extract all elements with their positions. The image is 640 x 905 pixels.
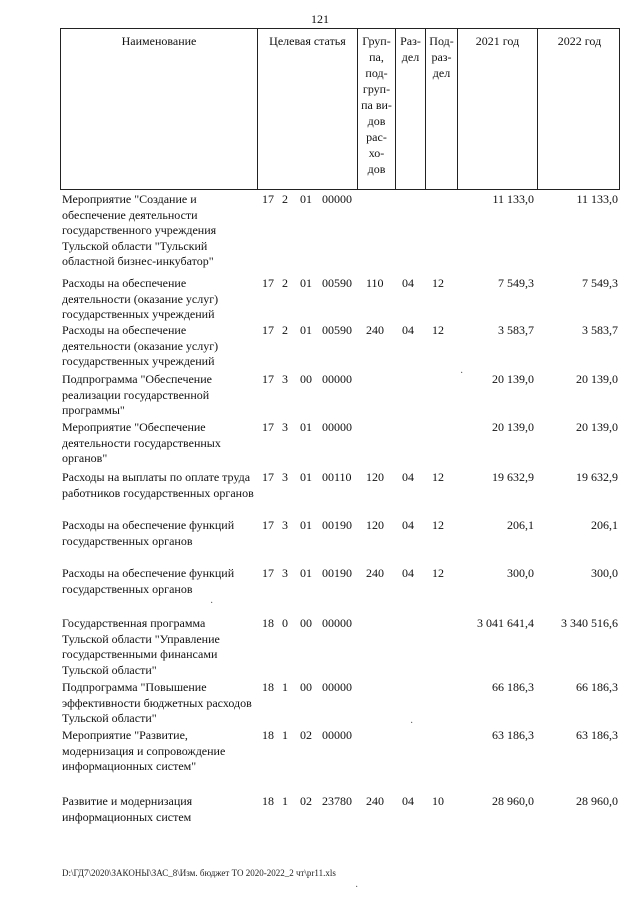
row-section: 04 — [402, 323, 414, 337]
row-t4: 00190 — [322, 518, 352, 532]
row-value-2022: 3 583,7 — [582, 323, 618, 337]
row-name: Развитие и модернизация информационных систем — [62, 794, 193, 824]
row-value-2022: 63 186,3 — [576, 728, 618, 742]
header-2022: 2022 год — [537, 29, 621, 189]
row-value-2021: 3 041 641,4 — [477, 616, 534, 630]
row-name: Мероприятие "Создание и обеспечение деятельности государственного учреждения Тульской области "Тульский областной бизнес-инкубатор" — [62, 192, 217, 268]
row-section: 04 — [402, 276, 414, 290]
file-path-footer: D:\ГД7\2020\ЗАКОНЫ\ЗАС_8\Изм. бюджет ТО 2020-2022_2 чт\pr11.xls — [62, 868, 336, 878]
row-t1: 17 — [262, 323, 274, 337]
row-t3: 00 — [300, 680, 312, 694]
row-value-2021: 3 583,7 — [498, 323, 534, 337]
row-value-2021: 7 549,3 — [498, 276, 534, 290]
row-t3: 01 — [300, 276, 312, 290]
row-value-2021: 300,0 — [507, 566, 534, 580]
row-t2: 3 — [282, 518, 288, 532]
row-t2: 2 — [282, 276, 288, 290]
row-name: Расходы на обеспечение функций государственных органов — [62, 518, 235, 548]
row-t3: 01 — [300, 420, 312, 434]
header-group-line: Груп- — [362, 34, 391, 48]
row-t4: 00190 — [322, 566, 352, 580]
row-t1: 17 — [262, 420, 274, 434]
row-t1: 18 — [262, 616, 274, 630]
row-t2: 1 — [282, 680, 288, 694]
row-t1: 17 — [262, 518, 274, 532]
row-value-2021: 206,1 — [507, 518, 534, 532]
header-target: Целевая статья — [257, 29, 357, 189]
row-section: 04 — [402, 794, 414, 808]
row-t4: 00000 — [322, 616, 352, 630]
row-value-2021: 66 186,3 — [492, 680, 534, 694]
row-value-2021: 19 632,9 — [492, 470, 534, 484]
row-value-2021: 63 186,3 — [492, 728, 534, 742]
row-t3: 02 — [300, 794, 312, 808]
row-t2: 1 — [282, 728, 288, 742]
row-value-2022: 19 632,9 — [576, 470, 618, 484]
row-t2: 3 — [282, 372, 288, 386]
header-subsection-line: раз- — [431, 50, 452, 64]
header-group-line: под- — [365, 66, 388, 80]
scan-speck: · — [410, 718, 414, 729]
header-section-line: дел — [401, 50, 420, 64]
row-t1: 17 — [262, 276, 274, 290]
row-name: Расходы на выплаты по оплате труда работников государственных органов — [62, 470, 254, 500]
row-t2: 3 — [282, 420, 288, 434]
row-group: 240 — [366, 794, 384, 808]
row-subsection: 12 — [432, 518, 444, 532]
row-t3: 01 — [300, 323, 312, 337]
row-name: Мероприятие "Развитие, модернизация и сопровождение информационных систем" — [62, 728, 226, 773]
row-value-2022: 28 960,0 — [576, 794, 618, 808]
row-section: 04 — [402, 518, 414, 532]
row-t4: 00000 — [322, 420, 352, 434]
header-subsection-line: Под- — [429, 34, 454, 48]
row-t3: 00 — [300, 372, 312, 386]
row-t4: 23780 — [322, 794, 352, 808]
row-subsection: 12 — [432, 566, 444, 580]
row-t4: 00000 — [322, 192, 352, 206]
header-group-line: хо- — [368, 146, 385, 160]
header-group — [357, 29, 395, 189]
row-value-2022: 206,1 — [591, 518, 618, 532]
header-section-line: Раз- — [400, 34, 421, 48]
scan-speck: · — [355, 882, 359, 893]
row-t2: 3 — [282, 470, 288, 484]
row-value-2022: 66 186,3 — [576, 680, 618, 694]
row-t3: 00 — [300, 616, 312, 630]
row-group: 120 — [366, 518, 384, 532]
row-t2: 3 — [282, 566, 288, 580]
header-name: Наименование — [121, 34, 197, 48]
row-t2: 2 — [282, 323, 288, 337]
row-value-2022: 20 139,0 — [576, 420, 618, 434]
header-group-line: рас- — [366, 130, 387, 144]
row-t1: 18 — [262, 680, 274, 694]
row-t1: 17 — [262, 372, 274, 386]
row-value-2022: 11 133,0 — [576, 192, 618, 206]
row-subsection: 12 — [432, 323, 444, 337]
row-name: Подпрограмма "Повышение эффективности бюджетных расходов Тульской области" — [62, 680, 252, 725]
row-subsection: 12 — [432, 470, 444, 484]
header-subsection — [425, 29, 457, 189]
row-value-2022: 3 340 516,6 — [561, 616, 618, 630]
row-value-2021: 20 139,0 — [492, 420, 534, 434]
row-t3: 01 — [300, 518, 312, 532]
row-t2: 2 — [282, 192, 288, 206]
row-value-2022: 20 139,0 — [576, 372, 618, 386]
page-number: 121 — [311, 12, 329, 26]
row-t1: 17 — [262, 192, 274, 206]
header-group-line: па, — [369, 50, 384, 64]
header-subsection-line: дел — [432, 66, 451, 80]
header-group-line: дов — [367, 162, 386, 176]
row-t2: 1 — [282, 794, 288, 808]
scan-speck: · — [210, 598, 214, 609]
row-name: Мероприятие "Обеспечение деятельности государственных органов" — [62, 420, 221, 465]
row-name: Подпрограмма "Обеспечение реализации государственной программы" — [62, 372, 212, 417]
row-t4: 00000 — [322, 728, 352, 742]
row-t1: 17 — [262, 470, 274, 484]
row-t4: 00590 — [322, 323, 352, 337]
row-subsection: 12 — [432, 276, 444, 290]
row-t1: 18 — [262, 794, 274, 808]
row-t1: 17 — [262, 566, 274, 580]
row-value-2021: 11 133,0 — [492, 192, 534, 206]
row-t3: 01 — [300, 470, 312, 484]
row-t3: 01 — [300, 192, 312, 206]
header-group-line: груп- — [362, 82, 391, 96]
row-value-2022: 300,0 — [591, 566, 618, 580]
header-section — [395, 29, 425, 189]
row-t4: 00590 — [322, 276, 352, 290]
header-group-line: па ви- — [361, 98, 392, 112]
row-t4: 00110 — [322, 470, 352, 484]
table-header — [60, 28, 620, 190]
row-value-2021: 20 139,0 — [492, 372, 534, 386]
row-group: 240 — [366, 323, 384, 337]
row-section: 04 — [402, 470, 414, 484]
row-t4: 00000 — [322, 680, 352, 694]
header-2021: 2021 год — [457, 29, 537, 189]
row-name: Государственная программа Тульской области "Управление государственными финансами Тульской области" — [62, 616, 220, 677]
row-name: Расходы на обеспечение деятельности (оказание услуг) государственных учреждений — [62, 276, 219, 321]
row-name: Расходы на обеспечение деятельности (оказание услуг) государственных учреждений — [62, 323, 219, 368]
row-value-2022: 7 549,3 — [582, 276, 618, 290]
header-group-line: дов — [367, 114, 386, 128]
row-group: 110 — [366, 276, 384, 290]
row-name: Расходы на обеспечение функций государственных органов — [62, 566, 235, 596]
row-subsection: 10 — [432, 794, 444, 808]
row-t2: 0 — [282, 616, 288, 630]
row-group: 120 — [366, 470, 384, 484]
row-t4: 00000 — [322, 372, 352, 386]
row-section: 04 — [402, 566, 414, 580]
row-t3: 01 — [300, 566, 312, 580]
row-t1: 18 — [262, 728, 274, 742]
row-value-2021: 28 960,0 — [492, 794, 534, 808]
scan-speck: · — [460, 368, 464, 379]
row-group: 240 — [366, 566, 384, 580]
row-t3: 02 — [300, 728, 312, 742]
